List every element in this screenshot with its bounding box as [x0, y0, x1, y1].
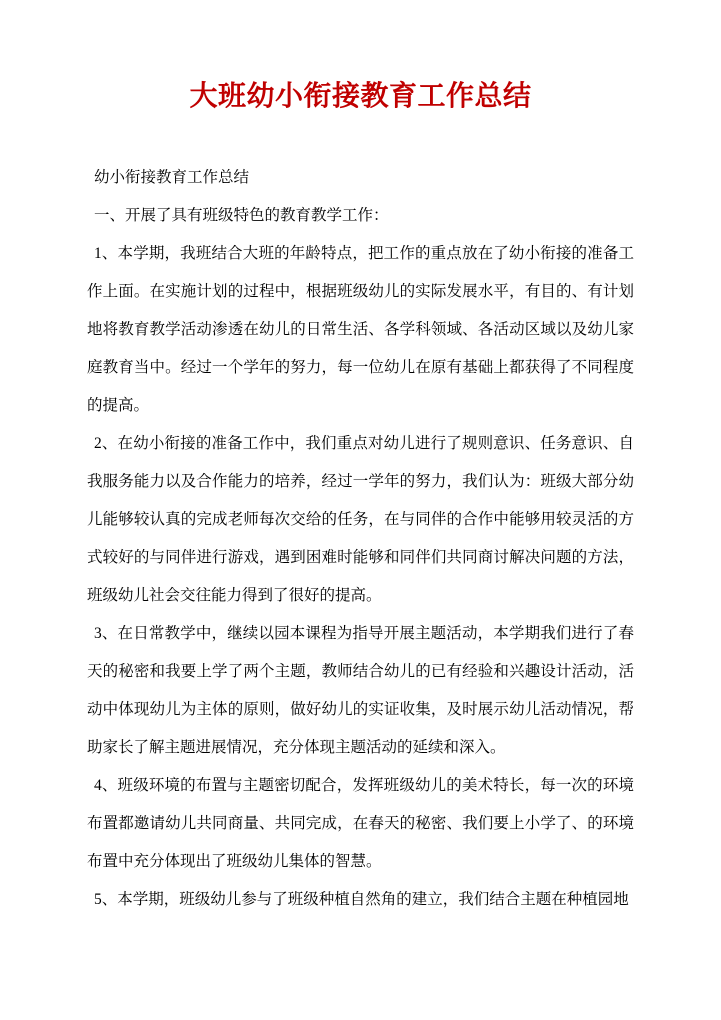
section-heading: 一、开展了具有班级特色的教育教学工作：: [94, 207, 389, 224]
paragraph: 3、在日常教学中，继续以园本课程为指导开展主题活动，本学期我们进行了春天的秘密和我要上学了两个主题，教师结合幼儿的已有经验和兴趣设计活动，活动中体现幼儿为主体的原则，做好幼儿的实证收集，及时展示幼儿活动情况，帮助家长了解主题进展情况，充分体现主题活动的延续和深入。: [87, 625, 634, 756]
paragraph: 5、本学期，班级幼儿参与了班级种植自然角的建立，我们结合主题在种植园地: [94, 891, 629, 908]
paragraph: 2、在幼小衔接的准备工作中，我们重点对幼儿进行了规则意识、任务意识、自我服务能力以及合作能力的培养，经过一学年的努力，我们认为：班级大部分幼儿能够较认真的完成老师每次交给的任务，在与同伴的合作中能够用较灵活的方式较好的与同伴进行游戏，遇到困难时能够和同伴们共同商讨解决问题的方法，班级幼儿社会交往能力得到了很好的提高。: [87, 435, 634, 604]
document-subtitle: 幼小衔接教育工作总结: [94, 169, 250, 186]
paragraph: 1、本学期，我班结合大班的年龄特点，把工作的重点放在了幼小衔接的准备工作上面。在实施计划的过程中，根据班级幼儿的实际发展水平，有目的、有计划地将教育教学活动渗透在幼儿的日常生活、各学科领域、各活动区域以及幼儿家庭教育当中。经过一个学年的努力，每一位幼儿在原有基础上都获得了不同程度的提高。: [87, 245, 634, 414]
document-body: [87, 111, 634, 919]
document-title: 大班幼小衔接教育工作总结: [189, 81, 532, 112]
paragraph: 4、班级环境的布置与主题密切配合，发挥班级幼儿的美术特长，每一次的环境布置都邀请幼儿共同商量、共同完成，在春天的秘密、我们要上小学了、的环境布置中充分体现出了班级幼儿集体的智慧。: [87, 777, 634, 870]
